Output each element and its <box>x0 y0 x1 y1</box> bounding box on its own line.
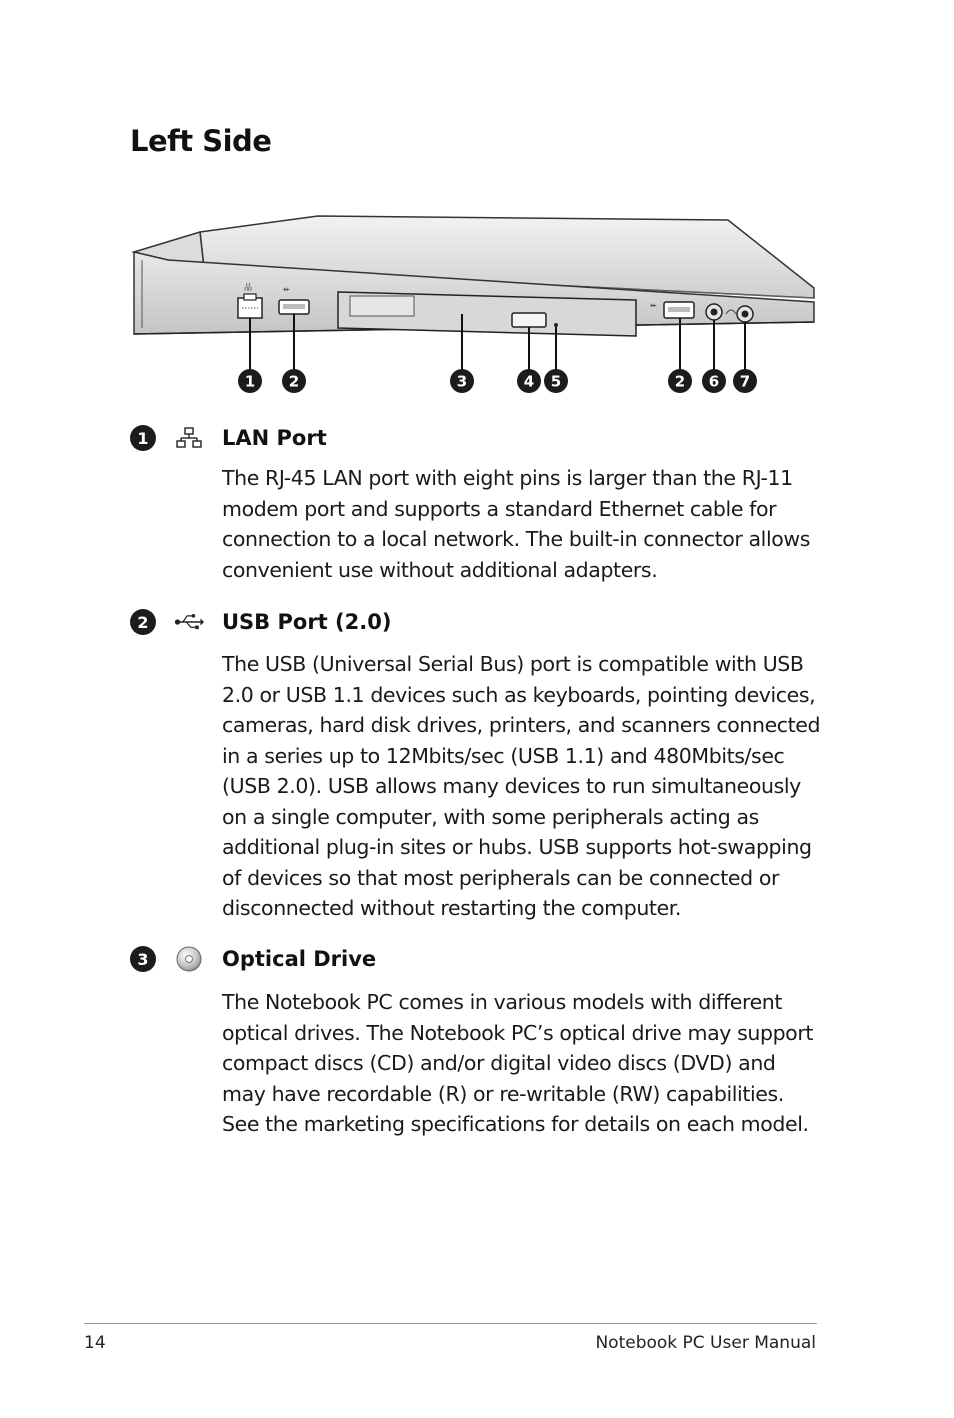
footer-divider <box>84 1323 817 1324</box>
callout-2a-label: 2 <box>288 372 300 391</box>
callout-3-label: 3 <box>456 372 468 391</box>
callout-3 <box>450 369 474 393</box>
callout-4-label: 4 <box>523 372 535 391</box>
manual-title: Notebook PC User Manual <box>595 1333 816 1353</box>
section-body: The USB (Universal Serial Bus) port is compatible with USB 2.0 or USB 1.1 devices such as keyboards, pointing devices, cameras, hard disk drives, printers, and scanners connected in a series up to 12Mbits/sec (USB 1.1) and 480Mbits/sec (USB 2.0). USB allows many devices to run simultaneously on a single computer, with some peripherals acting as additional plug-in sites or hubs. USB supports hot-swapping of devices so that most peripherals can be connected or disconnected without restarting the computer. <box>222 652 821 920</box>
callout-5-label: 5 <box>550 372 562 391</box>
callout-1 <box>238 369 262 393</box>
section-heading: Optical Drive <box>222 947 377 971</box>
callout-6-label: 6 <box>708 372 720 391</box>
section-body: The Notebook PC comes in various models with different optical drives. The Notebook PC’s optical drive may support compact discs (CD) and/or digital video discs (DVD) and may have recordable (R) or re-writable (RW) capabilities. See the marketing specifications for details on each model. <box>222 990 813 1136</box>
section-body: The RJ-45 LAN port with eight pins is larger than the RJ-11 modem port and supports a standard Ethernet cable for connection to a local network. The built-in connector allows convenient use without additional adapters. <box>222 466 811 582</box>
svg-text:⇷: ⇷ <box>283 285 290 294</box>
notebook-left-side-diagram <box>128 210 818 400</box>
usb-icon <box>174 609 204 635</box>
page-title: Left Side <box>130 124 272 158</box>
svg-text:品: 品 <box>244 283 252 292</box>
section-heading: USB Port (2.0) <box>222 610 392 634</box>
page-number: 14 <box>84 1333 106 1353</box>
callout-2b-label: 2 <box>674 372 686 391</box>
microphone-jack-graphic <box>706 304 722 320</box>
callout-5 <box>544 369 568 393</box>
callout-6 <box>702 369 726 393</box>
section-number-badge: 3 <box>130 946 156 972</box>
lan-icon <box>174 425 204 451</box>
callout-4 <box>517 369 541 393</box>
optical-disc-icon <box>174 946 204 972</box>
callout-2b <box>668 369 692 393</box>
callout-7-label: 7 <box>739 372 751 391</box>
callout-1-label: 1 <box>244 372 256 391</box>
section-number-badge: 1 <box>130 425 156 451</box>
callout-7 <box>733 369 757 393</box>
optical-drive-graphic <box>338 292 636 336</box>
section-heading: LAN Port <box>222 426 327 450</box>
section-number-badge: 2 <box>130 609 156 635</box>
svg-text:⇷: ⇷ <box>650 301 657 310</box>
callout-2a <box>282 369 306 393</box>
